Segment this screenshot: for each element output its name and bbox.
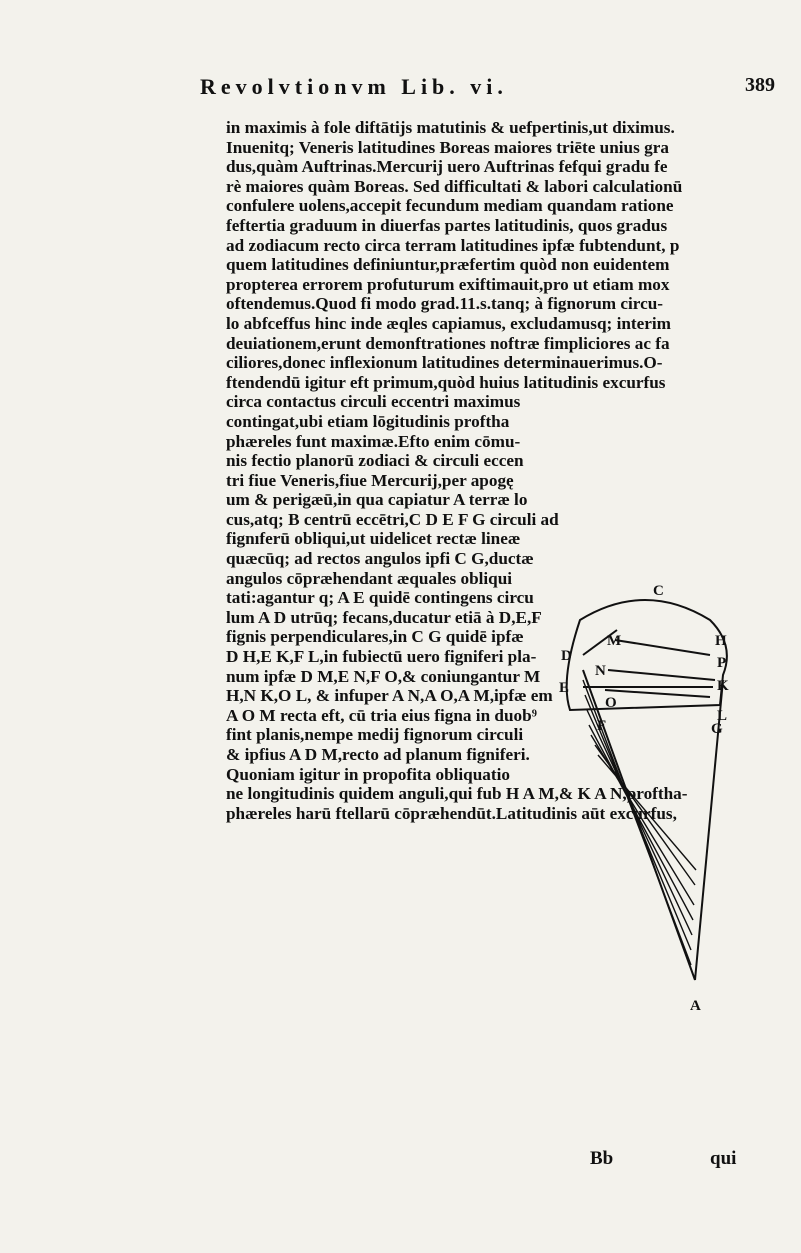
text-line: D H,E K,F L,in fubiectū uero figniferi pla- xyxy=(226,647,537,667)
text-line: oftendemus.Quod fi modo grad.11.s.tanq; à fignorum circu- xyxy=(226,294,664,314)
text-line: circa contactus circuli eccentri maximus xyxy=(226,392,521,412)
text-line: A O M recta eft, cū tria eius figna in duob⁹ xyxy=(226,705,537,725)
figure-label: O xyxy=(605,695,617,711)
text-line: nis fectio planorū zodiaci & circuli eccen xyxy=(226,451,524,471)
text-line: ciliores,donec inflexionum latitudines determinauerimus.O- xyxy=(226,353,663,373)
text-line: quem latitudines definiuntur,præfertim quòd non euidentem xyxy=(226,255,670,275)
text-line: fignis perpendiculares,in C G quidē ipfæ xyxy=(226,627,524,647)
figure-label: D xyxy=(561,648,572,664)
text-line: rè maiores quàm Boreas. Sed difficultati & labori calculationū xyxy=(226,176,683,196)
text-line: & ipfius A D M,recto ad planum figniferi. xyxy=(226,745,530,764)
geometric-figure xyxy=(495,585,735,1020)
text-line: lum A D utrūq; fecans,ducatur etiā à D,E,F xyxy=(226,607,542,627)
text-line: cus,atq; B centrū eccētri,C D E F G circuli ad xyxy=(226,509,559,529)
text-line: lo abfceffus hinc inde æqles capiamus, excludamusq; interim xyxy=(226,313,671,333)
figure-label: G xyxy=(711,721,723,737)
line-k xyxy=(608,670,715,680)
text-line: Inuenitq; Veneris latitudines Boreas maiores triēte unius gra xyxy=(226,137,669,157)
figure-label: H xyxy=(715,633,727,649)
text-line: H,N K,O L, & infuper A N,A O,A M,ipfæ em xyxy=(226,686,553,706)
text-line: ftendendū igitur eft primum,quòd huius latitudinis excurfus xyxy=(226,372,666,392)
figure-label: F xyxy=(597,718,607,734)
text-line: fint planis,nempe medij fignorum circuli xyxy=(226,725,524,745)
text-line: Quoniam igitur in propofita obliquatio xyxy=(226,764,510,784)
text-line: quæcūq; ad rectos angulos ipfi C G,ductæ xyxy=(226,549,534,569)
text-line: propterea errorem profuturum exiftimauit,pro ut etiam mox xyxy=(226,274,670,294)
text-line: num ipfæ D M,E N,F O,& coniungantur M xyxy=(226,666,541,686)
text-line: phæreles harū ftellarū cōpræhendūt.Latitudinis aūt excurfus, xyxy=(226,803,677,823)
figure-label: A xyxy=(690,998,701,1014)
figure-label: E xyxy=(559,680,570,696)
text-line: feftertia graduum in diuerfas partes latitudinis, quos gradus xyxy=(226,215,668,235)
running-header xyxy=(200,74,790,108)
running-title: Revolvtionvm Lib. vi. xyxy=(200,74,508,99)
figure-label: C xyxy=(653,585,664,599)
line-o xyxy=(605,690,710,697)
text-line: phæreles funt maximæ.Efto enim cōmu- xyxy=(226,431,521,451)
figure-label: L xyxy=(717,708,728,724)
text-line: tri fiue Veneris,fiue Mercurij,per apogę xyxy=(226,470,514,490)
text-line: dus,quàm Auftrinas.Mercurij uero Auftrinas fefqui gradu fe xyxy=(226,157,668,177)
figure-label: N xyxy=(595,663,606,679)
text-line: ne longitudinis quidem anguli,qui fub H A M,& K A N,proftha- xyxy=(226,784,688,804)
text-line: confulere uolens,accepit fecundum mediam quandam ratione xyxy=(226,196,674,216)
text-line: fignıferū obliqui,ut uidelicet rectæ lineæ xyxy=(226,529,521,549)
page-footer xyxy=(0,1148,801,1172)
text-line: in maximis à fole diftātijs matutinis & uefpertinis,ut diximus. xyxy=(226,118,675,137)
text-line: ad zodiacum recto circa terram latitudines ipfæ fubtendunt, p xyxy=(226,235,680,255)
page-number: 389 xyxy=(745,74,775,96)
figure-label: K xyxy=(717,678,729,694)
text-line: um & perigæū,in qua capiatur A terræ lo xyxy=(226,490,528,510)
signature-mark: Bb xyxy=(590,1148,614,1169)
line-h xyxy=(615,640,710,655)
text-line: angulos cōpræhendant æquales obliqui xyxy=(226,568,513,588)
text-line: contingat,ubi etiam lōgitudinis proftha xyxy=(226,411,510,431)
figure-label: P xyxy=(717,655,727,671)
catchword: qui xyxy=(710,1148,737,1169)
text-line: tati:agantur q; A E quidē contingens circu xyxy=(226,588,534,608)
text-line: deuiationem,erunt demonftrationes noftræ fimpliciores ac fa xyxy=(226,333,670,353)
figure-label: M xyxy=(607,633,622,649)
